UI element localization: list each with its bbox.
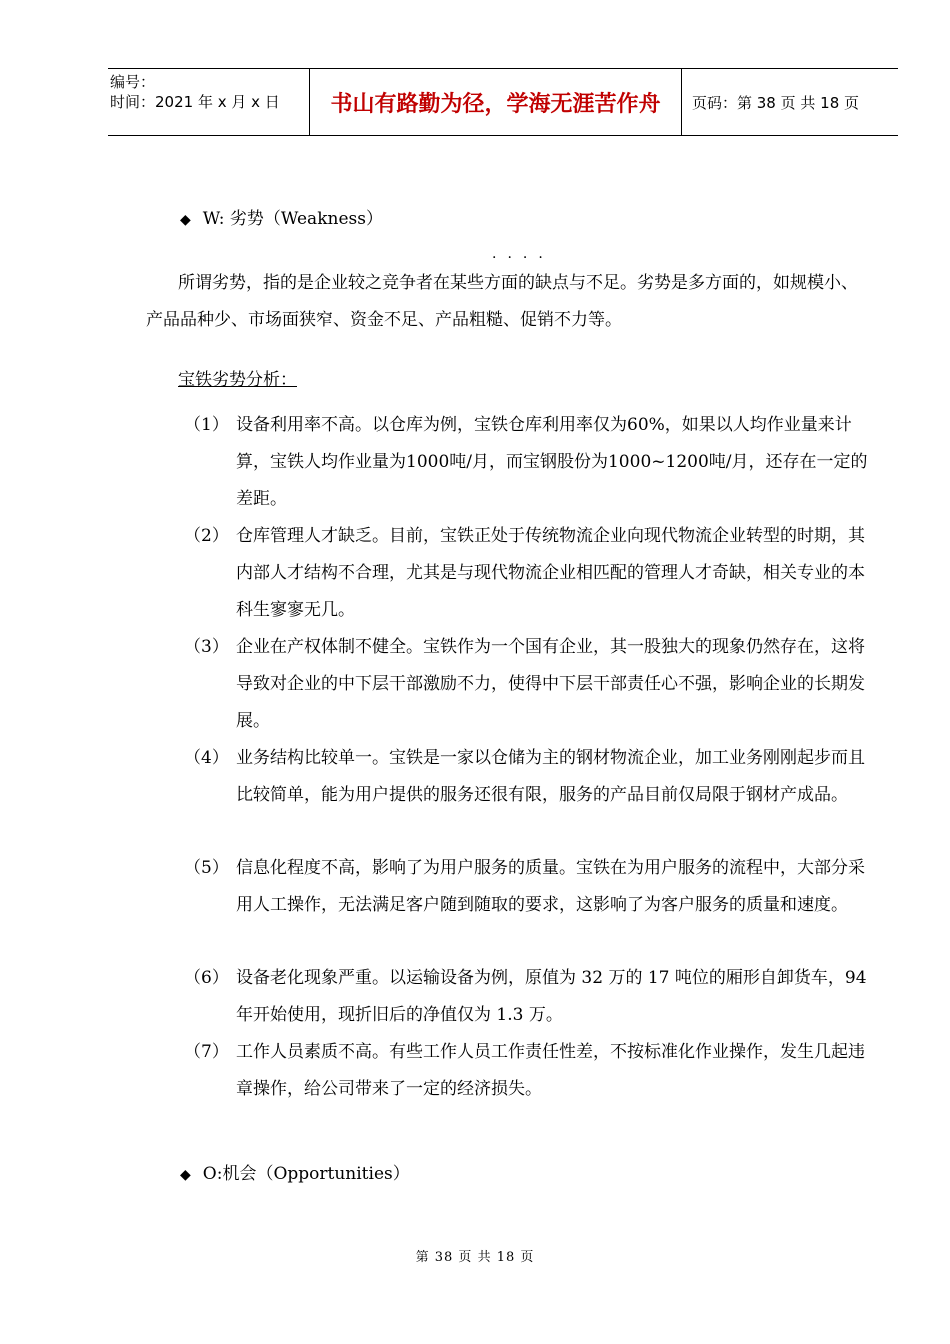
list-item xyxy=(184,740,874,814)
document-number-label: 编号： xyxy=(110,73,156,91)
section-heading-opportunities xyxy=(180,1162,410,1187)
item-text: 业务结构比较单一。宝铁是一家以仓储为主的钢材物流企业，加工业务刚刚起步而且比较简单，能为用户提供的服务还很有限，服务的产品目前仅局限于钢材产成品。 xyxy=(236,748,865,805)
item-number: （2） xyxy=(184,526,229,546)
intro-paragraph: 所谓劣势，指的是企业较之竞争者在某些方面的缺点与不足。劣势是多方面的，如规模小、产品品种少、市场面狭窄、资金不足、产品粗糙、促销不力等。 xyxy=(146,273,858,330)
list-item xyxy=(184,960,874,1034)
list-item xyxy=(184,407,874,518)
item-number: （6） xyxy=(184,968,229,988)
item-number: （3） xyxy=(184,637,229,657)
item-text: 设备利用率不高。以仓库为例，宝铁仓库利用率仅为60%，如果以人均作业量来计算，宝铁人均作业量为1000吨/月，而宝钢股份为1000~1200吨/月，还存在一定的差距。 xyxy=(236,415,868,509)
emphasis-dots: ···· xyxy=(492,250,554,266)
diamond-bullet-icon: ◆ xyxy=(180,1167,191,1183)
header-meta xyxy=(108,69,310,135)
document-date: 时间：2021 年 x 月 x 日 xyxy=(110,93,280,111)
item-number: （4） xyxy=(184,748,229,768)
list-item xyxy=(184,1034,874,1108)
header-motto: 书山有路勤为径，学海无涯苦作舟 xyxy=(310,69,682,135)
list-item xyxy=(184,518,874,629)
item-text: 信息化程度不高，影响了为用户服务的质量。宝铁在为用户服务的流程中，大部分采用人工操作，无法满足客户随到随取的要求，这影响了为客户服务的质量和速度。 xyxy=(236,858,865,915)
page-footer: 第 38 页 共 18 页 xyxy=(415,1250,535,1265)
analysis-subheading: 宝铁劣势分析： xyxy=(178,370,297,390)
item-number: （1） xyxy=(184,415,229,435)
list-item xyxy=(184,629,874,740)
section-title: O:机会（Opportunities） xyxy=(202,1164,410,1184)
item-text: 设备老化现象严重。以运输设备为例，原值为 32 万的 17 吨位的厢形自卸货车，94 年开始使用，现折旧后的净值仅为 1.3 万。 xyxy=(236,968,867,1025)
list-item xyxy=(184,850,874,924)
diamond-bullet-icon: ◆ xyxy=(180,212,191,228)
header-page-info: 页码：第 38 页 共 18 页 xyxy=(692,93,860,112)
item-text: 工作人员素质不高。有些工作人员工作责任性差，不按标准化作业操作，发生几起违章操作，给公司带来了一定的经济损失。 xyxy=(236,1042,865,1099)
item-text: 仓库管理人才缺乏。目前，宝铁正处于传统物流企业向现代物流企业转型的时期，其内部人才结构不合理，尤其是与现代物流企业相匹配的管理人才奇缺，相关专业的本科生寥寥无几。 xyxy=(236,526,865,620)
section-title: W: 劣势（Weakness） xyxy=(202,209,383,229)
section-heading-weakness xyxy=(180,207,383,232)
page-header xyxy=(108,68,898,136)
item-number: （5） xyxy=(184,858,229,878)
item-text: 企业在产权体制不健全。宝铁作为一个国有企业，其一股独大的现象仍然存在，这将导致对企业的中下层干部激励不力，使得中下层干部责任心不强，影响企业的长期发展。 xyxy=(236,637,865,731)
item-number: （7） xyxy=(184,1042,229,1062)
